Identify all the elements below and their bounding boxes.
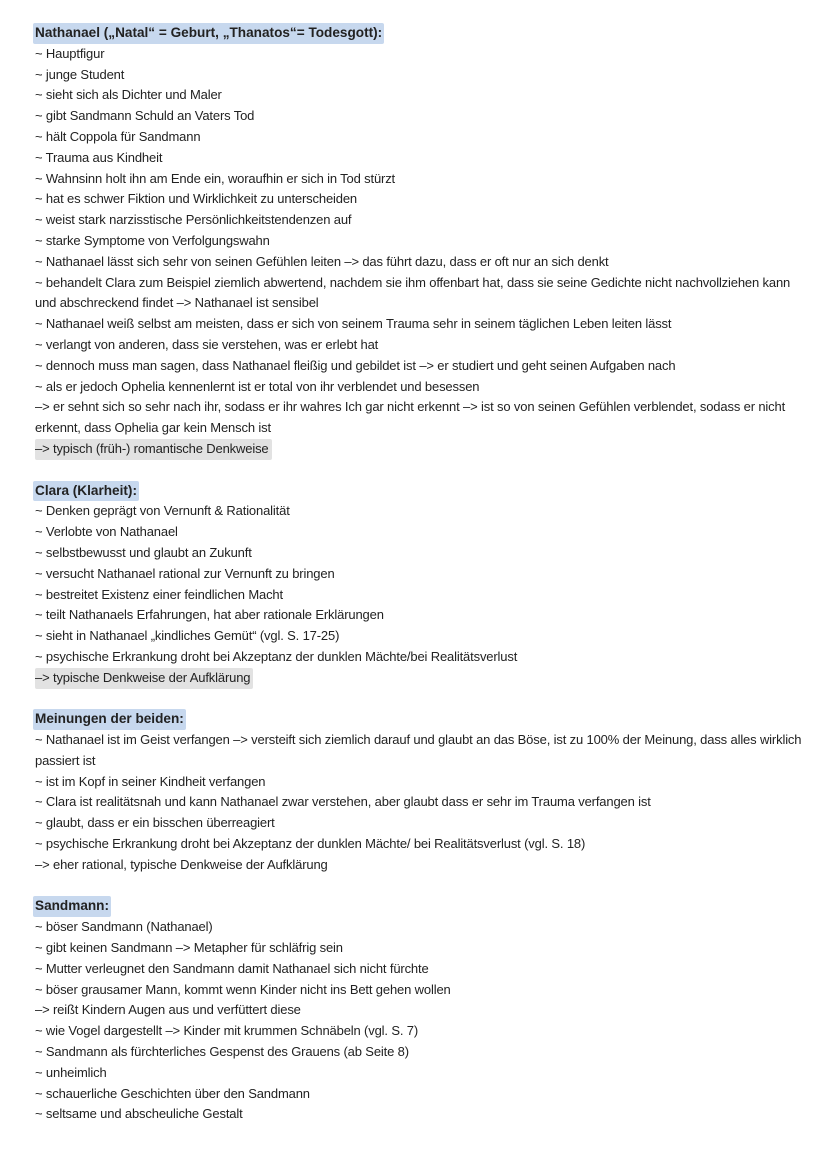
section-meinungen (35, 709, 805, 875)
note-line: ~ böser grausamer Mann, kommt wenn Kinder nicht ins Bett gehen wollen (35, 981, 451, 997)
note-line: ~ ist im Kopf in seiner Kindheit verfangen (35, 773, 266, 789)
conclusion-highlight: –> typische Denkweise der Aufklärung (35, 668, 253, 689)
note-line: ~ Nathanael lässt sich sehr von seinen Gefühlen leiten –> das führt dazu, dass er oft nur an sich denkt (35, 253, 609, 269)
note-line: ~ gibt keinen Sandmann –> Metapher für schläfrig sein (35, 940, 343, 956)
note-line: ~ hat es schwer Fiktion und Wirklichkeit zu unterscheiden (35, 191, 358, 207)
note-line: ~ Hauptfigur (35, 45, 105, 61)
note-line: ~ gibt Sandmann Schuld an Vaters Tod (35, 108, 255, 124)
note-line: ~ Nathanael weiß selbst am meisten, dass er sich von seinem Trauma sehr in seinem täglichen Leben leiten lässt (35, 316, 672, 332)
note-line: ~ behandelt Clara zum Beispiel ziemlich abwertend, nachdem sie ihm offenbart hat, dass sie seine Gedichte nicht nachvollziehen kann und abschreckend findet –> Nathanael ist sensibel (35, 274, 791, 311)
note-line: ~ wie Vogel dargestellt –> Kinder mit krummen Schnäbeln (vgl. S. 7) (35, 1023, 419, 1039)
note-line: ~ Mutter verleugnet den Sandmann damit Nathanael sich nicht fürchte (35, 960, 429, 976)
note-line: ~ dennoch muss man sagen, dass Nathanael fleißig und gebildet ist –> er studiert und geht seinen Aufgaben nach (35, 357, 676, 373)
section-clara (35, 481, 805, 689)
note-line: ~ Sandmann als fürchterliches Gespenst des Grauens (ab Seite 8) (35, 1044, 409, 1060)
note-line: ~ Wahnsinn holt ihn am Ende ein, woraufhin er sich in Tod stürzt (35, 170, 396, 186)
note-line: ~ sieht sich als Dichter und Maler (35, 87, 222, 103)
note-line: ~ selbstbewusst und glaubt an Zukunft (35, 544, 252, 560)
section-heading: Nathanael („Natal“ = Geburt, „Thanatos“= Todesgott): (33, 23, 384, 44)
note-line: ~ als er jedoch Ophelia kennenlernt ist er total von ihr verblendet und besessen (35, 378, 480, 394)
note-line: ~ Denken geprägt von Vernunft & Rationalität (35, 503, 290, 519)
note-line: ~ Clara ist realitätsnah und kann Nathanael zwar verstehen, aber glaubt dass er sehr im Trauma verfangen ist (35, 794, 651, 810)
conclusion-line (35, 439, 805, 460)
note-line: ~ psychische Erkrankung droht bei Akzeptanz der dunklen Mächte/bei Realitätsverlust (35, 648, 518, 664)
note-line: ~ bestreitet Existenz einer feindlichen Macht (35, 586, 283, 602)
section-heading: Clara (Klarheit): (33, 481, 139, 502)
note-line: ~ Trauma aus Kindheit (35, 149, 163, 165)
section-heading: Sandmann: (33, 896, 111, 917)
section-sandmann (35, 896, 805, 1125)
note-line: ~ teilt Nathanaels Erfahrungen, hat aber rationale Erklärungen (35, 607, 384, 623)
note-line: ~ starke Symptome von Verfolgungswahn (35, 232, 270, 248)
note-line: ~ böser Sandmann (Nathanael) (35, 919, 213, 935)
notes-document (35, 23, 805, 1125)
note-line: ~ weist stark narzisstische Persönlichkeitstendenzen auf (35, 212, 352, 228)
note-line: –> er sehnt sich so sehr nach ihr, sodass er ihr wahres Ich gar nicht erkennt –> ist so von seinen Gefühlen verblendet, sodass er nicht erkennt, dass Ophelia gar kein Mensch ist (35, 399, 786, 436)
note-line: ~ hält Coppola für Sandmann (35, 128, 201, 144)
conclusion-highlight: –> typisch (früh-) romantische Denkweise (35, 439, 272, 460)
note-line: –> reißt Kindern Augen aus und verfüttert diese (35, 1002, 301, 1018)
section-heading: Meinungen der beiden: (33, 709, 186, 730)
note-line: ~ Nathanael ist im Geist verfangen –> versteift sich ziemlich darauf und glaubt an das Böse, ist zu 100% der Meinung, dass alles wirklich passiert ist (35, 732, 802, 768)
note-line: ~ verlangt von anderen, dass sie verstehen, was er erlebt hat (35, 336, 379, 352)
section-nathanael (35, 23, 805, 460)
conclusion-line (35, 668, 805, 689)
note-line: ~ sieht in Nathanael „kindliches Gemüt“ (vgl. S. 17-25) (35, 628, 340, 644)
note-line: ~ junge Student (35, 66, 125, 82)
note-line: ~ unheimlich (35, 1064, 107, 1080)
note-line: ~ schauerliche Geschichten über den Sandmann (35, 1085, 310, 1101)
note-line: ~ Verlobte von Nathanael (35, 524, 178, 540)
note-line: ~ versucht Nathanael rational zur Vernunft zu bringen (35, 565, 335, 581)
note-line: ~ glaubt, dass er ein bisschen überreagiert (35, 815, 275, 831)
note-line: ~ seltsame und abscheuliche Gestalt (35, 1106, 243, 1122)
note-line: –> eher rational, typische Denkweise der Aufklärung (35, 856, 328, 872)
note-line: ~ psychische Erkrankung droht bei Akzeptanz der dunklen Mächte/ bei Realitätsverlust (vgl. S. 18) (35, 836, 586, 852)
